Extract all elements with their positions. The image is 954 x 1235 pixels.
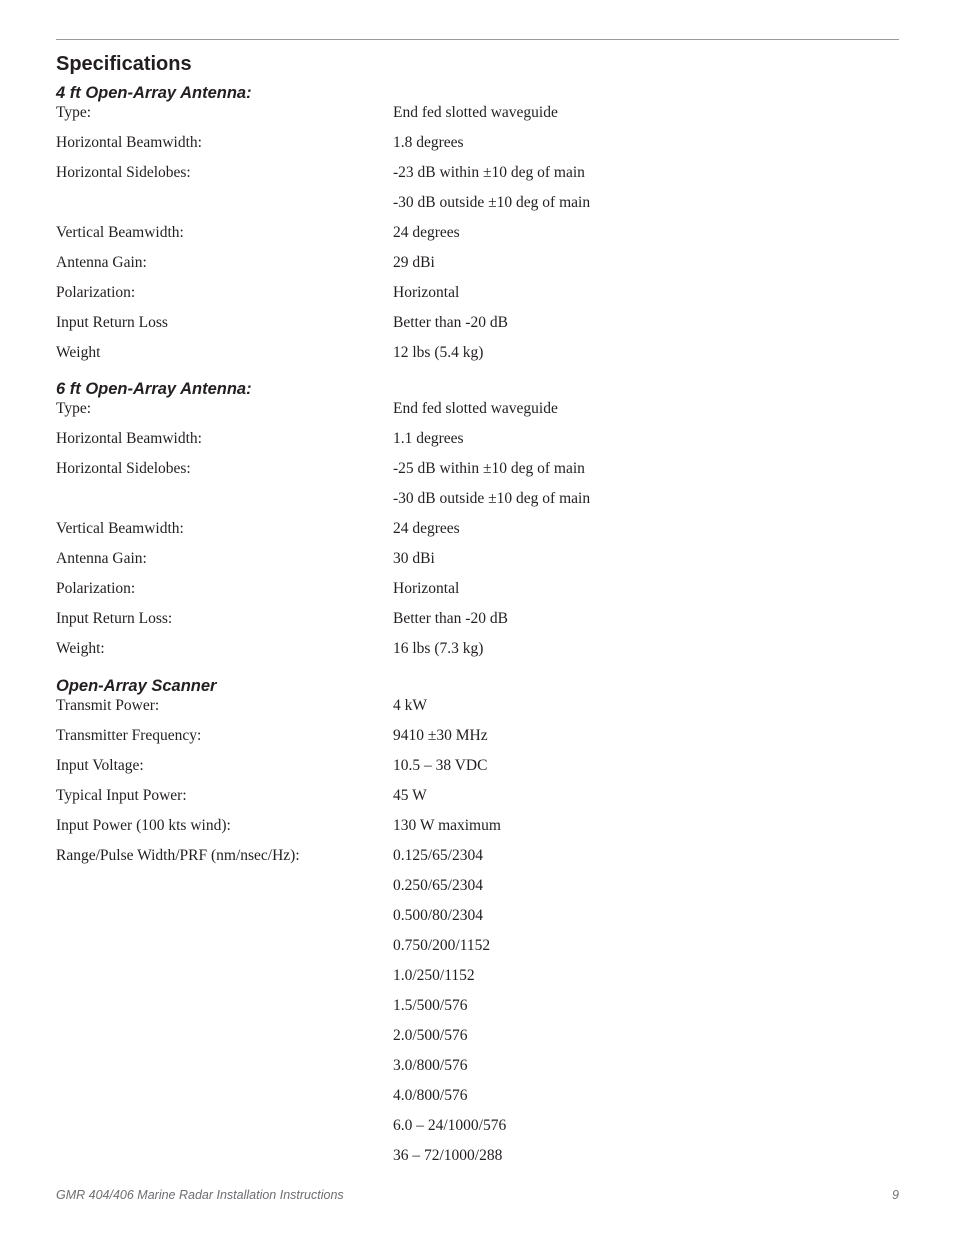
spec-row (56, 696, 899, 726)
spec-value: 45 W (393, 787, 427, 804)
spec-value: Horizontal (393, 284, 460, 301)
spec-row (56, 1116, 899, 1146)
spec-value: 1.8 degrees (393, 134, 464, 151)
spec-value: 0.125/65/2304 (393, 847, 483, 864)
spec-label: Antenna Gain: (56, 254, 147, 271)
spec-row (56, 726, 899, 756)
spec-row (56, 609, 899, 639)
spec-label: Transmitter Frequency: (56, 727, 202, 744)
spec-value: 130 W maximum (393, 817, 501, 834)
spec-row (56, 519, 899, 549)
spec-label: Input Voltage: (56, 757, 144, 774)
section-heading: 4 ft Open-Array Antenna: (56, 84, 252, 102)
spec-row (56, 936, 899, 966)
spec-value: 1.1 degrees (393, 430, 464, 447)
spec-label: Vertical Beamwidth: (56, 224, 184, 241)
spec-row (56, 223, 899, 253)
spec-row (56, 639, 899, 669)
spec-value: 3.0/800/576 (393, 1057, 468, 1074)
spec-value: 0.250/65/2304 (393, 877, 483, 894)
footer-document-title: GMR 404/406 Marine Radar Installation Instructions (56, 1188, 344, 1202)
section-heading: 6 ft Open-Array Antenna: (56, 380, 252, 398)
spec-label: Antenna Gain: (56, 550, 147, 567)
spec-row (56, 756, 899, 786)
footer-page-number: 9 (892, 1188, 899, 1202)
spec-row (56, 996, 899, 1026)
spec-label: Polarization: (56, 284, 136, 301)
spec-row (56, 786, 899, 816)
spec-row (56, 283, 899, 313)
spec-row (56, 253, 899, 283)
spec-label: Weight: (56, 640, 105, 657)
spec-label: Horizontal Beamwidth: (56, 430, 202, 447)
spec-label: Horizontal Sidelobes: (56, 460, 191, 477)
spec-label: Type: (56, 104, 92, 121)
spec-value: -30 dB outside ±10 deg of main (393, 490, 591, 507)
spec-row (56, 876, 899, 906)
spec-label: Horizontal Sidelobes: (56, 164, 191, 181)
spec-label: Horizontal Beamwidth: (56, 134, 202, 151)
spec-value: Horizontal (393, 580, 460, 597)
spec-value: 0.500/80/2304 (393, 907, 483, 924)
spec-value: 4.0/800/576 (393, 1087, 468, 1104)
spec-value: Better than -20 dB (393, 314, 508, 331)
spec-row (56, 549, 899, 579)
spec-label: Weight (56, 344, 101, 361)
spec-value: -30 dB outside ±10 deg of main (393, 194, 591, 211)
spec-value: Better than -20 dB (393, 610, 508, 627)
spec-row (56, 103, 899, 133)
spec-value: 6.0 – 24/1000/576 (393, 1117, 507, 1134)
section-heading: Open-Array Scanner (56, 677, 217, 695)
spec-label: Input Return Loss: (56, 610, 173, 627)
spec-row (56, 193, 899, 223)
spec-row (56, 1056, 899, 1086)
section-scanner (56, 676, 899, 1176)
top-rule (56, 39, 899, 40)
spec-label: Range/Pulse Width/PRF (nm/nsec/Hz): (56, 847, 300, 864)
spec-row (56, 429, 899, 459)
section-6ft-antenna (56, 379, 899, 669)
spec-value: 1.0/250/1152 (393, 967, 475, 984)
spec-value: End fed slotted waveguide (393, 400, 558, 417)
spec-label: Vertical Beamwidth: (56, 520, 184, 537)
spec-row (56, 313, 899, 343)
spec-row (56, 846, 899, 876)
spec-value: 10.5 – 38 VDC (393, 757, 488, 774)
spec-row (56, 399, 899, 429)
spec-value: 1.5/500/576 (393, 997, 468, 1014)
spec-value: 9410 ±30 MHz (393, 727, 488, 744)
spec-value: 29 dBi (393, 254, 435, 271)
spec-value: 36 – 72/1000/288 (393, 1147, 503, 1164)
spec-row (56, 966, 899, 996)
section-4ft-antenna (56, 83, 899, 373)
spec-value: 4 kW (393, 697, 428, 714)
spec-row (56, 489, 899, 519)
spec-row (56, 579, 899, 609)
page-title: Specifications (56, 53, 192, 75)
spec-row (56, 1146, 899, 1176)
spec-value: 12 lbs (5.4 kg) (393, 344, 484, 361)
spec-label: Input Power (100 kts wind): (56, 817, 231, 834)
spec-row (56, 906, 899, 936)
spec-value: 0.750/200/1152 (393, 937, 491, 954)
spec-row (56, 1026, 899, 1056)
spec-value: 2.0/500/576 (393, 1027, 468, 1044)
spec-value: 16 lbs (7.3 kg) (393, 640, 484, 657)
spec-value: -23 dB within ±10 deg of main (393, 164, 585, 181)
spec-row (56, 163, 899, 193)
spec-row (56, 343, 899, 373)
spec-value: 24 degrees (393, 520, 460, 537)
spec-value: 30 dBi (393, 550, 435, 567)
spec-label: Transmit Power: (56, 697, 160, 714)
spec-label: Typical Input Power: (56, 787, 187, 804)
spec-row (56, 1086, 899, 1116)
spec-label: Polarization: (56, 580, 136, 597)
spec-row (56, 459, 899, 489)
spec-value: End fed slotted waveguide (393, 104, 558, 121)
spec-row (56, 133, 899, 163)
spec-value: -25 dB within ±10 deg of main (393, 460, 585, 477)
spec-label: Type: (56, 400, 92, 417)
spec-value: 24 degrees (393, 224, 460, 241)
spec-label: Input Return Loss (56, 314, 168, 331)
spec-row (56, 816, 899, 846)
